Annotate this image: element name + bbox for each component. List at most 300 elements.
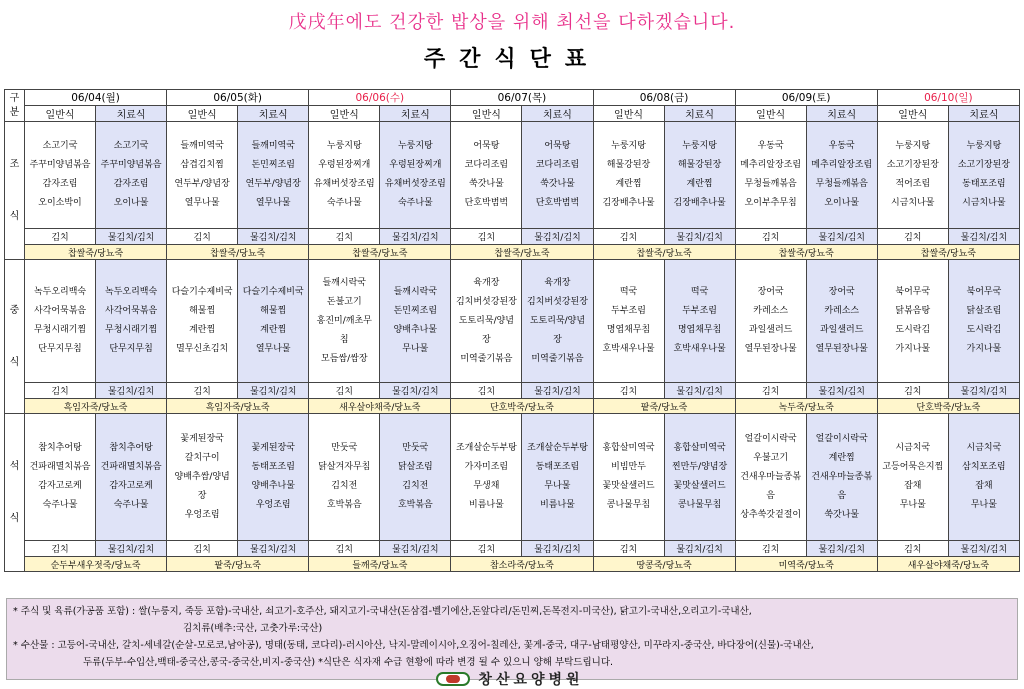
kimchi-regular: 김치 <box>167 229 238 245</box>
regular-menu-cell <box>167 260 238 383</box>
menu-item: 우렁된장찌개 <box>318 160 371 170</box>
regular-menu-cell <box>309 260 380 383</box>
therapy-menu-cell <box>948 260 1019 383</box>
porridge-cell: 흑임자죽/당뇨죽 <box>167 399 309 414</box>
regular-diet-header: 일반식 <box>309 106 380 122</box>
menu-item: 홍합살미역국 <box>602 443 655 453</box>
note-line: * 수산물 : 고등어-국내산, 갈치-세네갈(순살-모로코,남아공), 명태(동태, 코다리)-러시아산, 낙지-말레이시아,오징어-칠레산, 꽃게-중국, 대구-남태평양산, 미꾸라지-중국산, 바다장어(신물)-국내산, <box>13 640 814 651</box>
menu-item: 삼겹김치찜 <box>180 160 224 170</box>
therapy-diet-header: 치료식 <box>238 106 309 122</box>
menu-item: 무나물 <box>402 344 429 354</box>
menu-item: 메추리알장조림 <box>811 160 873 170</box>
kimchi-regular: 김치 <box>309 229 380 245</box>
therapy-menu-cell <box>238 260 309 383</box>
menu-item: 닭살겨자무침 <box>318 462 371 472</box>
regular-diet-header: 일반식 <box>735 106 806 122</box>
porridge-cell: 찹쌀죽/당뇨죽 <box>25 245 167 260</box>
porridge-cell: 찹쌀죽/당뇨죽 <box>167 245 309 260</box>
menu-item: 돈민찌조림 <box>251 160 295 170</box>
kimchi-therapy: 물김치/김치 <box>522 541 593 557</box>
menu-item: 김치버섯강된장 <box>527 296 588 307</box>
menu-item: 비빔만두 <box>611 462 646 472</box>
menu-item: 참치추어탕 <box>38 443 82 453</box>
menu-item: 미역줄기볶음 <box>531 353 584 364</box>
kimchi-therapy: 물김치/김치 <box>238 383 309 399</box>
menu-item: 건파래멸치볶음 <box>100 462 162 472</box>
kimchi-therapy: 물김치/김치 <box>664 541 735 557</box>
menu-item: 얼갈이시락국 <box>815 433 868 444</box>
menu-item: 우불고기 <box>753 452 789 463</box>
menu-item: 감자조림 <box>42 179 78 189</box>
day-header: 06/05(화) <box>167 90 309 106</box>
note-line: * 주식 및 육류(가공품 포함) : 쌀(누룽지, 죽등 포함)-국내산, 쇠고기-호주산, 돼지고기-국내산(돈삼겹-벨기에산,돈앞다리/돈민찌,돈목전지-미국산), 닭고기-국내산,오리고기-국내산, <box>13 606 752 617</box>
porridge-cell: 찹쌀죽/당뇨죽 <box>309 245 451 260</box>
weekly-menu-table <box>4 89 1020 572</box>
porridge-cell: 팥죽/당뇨죽 <box>167 557 309 572</box>
porridge-cell: 새우살야채죽/당뇨죽 <box>877 557 1019 572</box>
menu-item: 우엉조림 <box>255 500 291 510</box>
menu-item: 오이나물 <box>824 198 860 208</box>
menu-item: 해물찜 <box>260 306 287 316</box>
therapy-menu-cell <box>96 122 167 229</box>
menu-item: 도시락김 <box>895 325 931 335</box>
kimchi-regular: 김치 <box>877 383 948 399</box>
therapy-menu-cell <box>380 414 451 541</box>
menu-item: 들깨시락국 <box>322 277 367 288</box>
therapy-menu-cell <box>380 260 451 383</box>
porridge-cell: 찹쌀죽/당뇨죽 <box>451 245 593 260</box>
origin-notes <box>6 598 1018 680</box>
note-line: 두류(두부-수입산,백태-중국산,콩국-중국산,비지-중국산) *식단은 식자재 수급 현황에 따라 변경 될 수 있으니 양해 부탁드립니다. <box>83 657 614 668</box>
day-header: 06/04(월) <box>25 90 167 106</box>
note-line: 김치류(배추:국산, 고춧가루:국산) <box>183 623 323 634</box>
therapy-diet-header: 치료식 <box>522 106 593 122</box>
menu-item: 조개살순두부탕 <box>527 443 588 453</box>
menu-item: 오이소박이 <box>38 198 82 208</box>
therapy-menu-cell <box>664 260 735 383</box>
kimchi-regular: 김치 <box>877 229 948 245</box>
menu-item: 무나물 <box>970 500 997 510</box>
menu-item: 유채버섯장조림 <box>313 179 375 189</box>
day-header: 06/09(토) <box>735 90 877 106</box>
menu-item: 호박볶음 <box>326 500 362 510</box>
menu-item: 동태포조림 <box>251 462 295 472</box>
regular-menu-cell <box>25 260 96 383</box>
meal-label: 석 식 <box>5 414 25 572</box>
menu-item: 도시락김 <box>966 325 1002 335</box>
menu-item: 홍합살미역국 <box>673 443 726 453</box>
menu-item: 도토리묵/양념 <box>458 315 514 326</box>
menu-item: 시금치나물 <box>891 198 935 208</box>
menu-item: 꽃게된장국 <box>180 433 224 444</box>
menu-item: 오이부추무침 <box>744 198 797 208</box>
menu-item: 주꾸미양념볶음 <box>100 160 162 170</box>
day-header: 06/08(금) <box>593 90 735 106</box>
porridge-cell: 참소라죽/당뇨죽 <box>451 557 593 572</box>
regular-menu-cell <box>593 122 664 229</box>
hospital-name: 창산요양병원 <box>478 672 584 688</box>
kimchi-therapy: 물김치/김치 <box>380 383 451 399</box>
menu-item: 소고기국 <box>42 141 78 151</box>
menu-item: 우동국 <box>757 141 784 151</box>
kimchi-regular: 김치 <box>309 541 380 557</box>
kimchi-regular: 김치 <box>877 541 948 557</box>
menu-item: 가지나물 <box>895 344 931 354</box>
menu-item: 닭살조림 <box>966 306 1002 316</box>
therapy-menu-cell <box>948 122 1019 229</box>
therapy-menu-cell <box>96 260 167 383</box>
therapy-diet-header: 치료식 <box>948 106 1019 122</box>
menu-item: 열무나물 <box>255 198 291 208</box>
regular-menu-cell <box>593 260 664 383</box>
menu-item: 참치추어탕 <box>109 443 153 453</box>
menu-item: 어묵탕 <box>473 141 500 151</box>
header-message: 戊戌年에도 건강한 밥상을 위해 최선을 다하겠습니다. <box>288 12 736 33</box>
kimchi-regular: 김치 <box>593 541 664 557</box>
kimchi-regular: 김치 <box>593 383 664 399</box>
porridge-cell: 단호박죽/당뇨죽 <box>451 399 593 414</box>
menu-item: 음 <box>837 490 847 501</box>
menu-item: 육개장 <box>544 277 571 288</box>
menu-item: 도토리묵/양념 <box>529 315 586 326</box>
menu-item: 무나물 <box>544 481 571 491</box>
menu-item: 계란찜 <box>189 325 216 335</box>
kimchi-regular: 김치 <box>25 541 96 557</box>
porridge-cell: 녹두죽/당뇨죽 <box>735 399 877 414</box>
regular-diet-header: 일반식 <box>593 106 664 122</box>
porridge-cell: 새우살야채죽/당뇨죽 <box>309 399 451 414</box>
menu-item: 두부조림 <box>611 306 646 316</box>
menu-item: 메추리알장조림 <box>740 160 802 170</box>
menu-item: 장어국 <box>828 287 855 297</box>
menu-item: 찐만두/양념장 <box>671 462 728 472</box>
kimchi-therapy: 물김치/김치 <box>238 541 309 557</box>
menu-item: 우렁된장찌개 <box>389 160 442 170</box>
menu-item: 갈치구이 <box>184 452 220 463</box>
menu-item: 홍진미/깨초무 <box>316 315 372 326</box>
menu-item: 감자고로케 <box>38 481 82 491</box>
menu-item: 떡국 <box>619 287 638 297</box>
menu-item: 코다리조림 <box>464 160 509 170</box>
menu-item: 얼갈이시락국 <box>744 433 797 444</box>
regular-menu-cell <box>735 414 806 541</box>
kimchi-regular: 김치 <box>25 229 96 245</box>
menu-item: 김치전 <box>402 481 429 491</box>
menu-item: 쑥갓나물 <box>824 509 860 520</box>
menu-item: 무청시래기찜 <box>33 325 87 335</box>
therapy-diet-header: 치료식 <box>380 106 451 122</box>
menu-item: 소고기장된장 <box>886 160 939 170</box>
porridge-cell: 미역죽/당뇨죽 <box>735 557 877 572</box>
menu-item: 사각어묵볶음 <box>105 306 158 316</box>
menu-item: 떡국 <box>690 287 709 297</box>
menu-item: 육개장 <box>473 277 500 288</box>
menu-item: 카레소스 <box>753 306 789 316</box>
menu-item: 삼치포조림 <box>962 462 1006 472</box>
menu-item: 주꾸미양념볶음 <box>29 160 91 170</box>
menu-item: 모듬쌈/쌈장 <box>321 353 368 364</box>
menu-item: 오이나물 <box>113 198 149 208</box>
porridge-cell: 흑임자죽/당뇨죽 <box>25 399 167 414</box>
porridge-cell: 단호박죽/당뇨죽 <box>877 399 1019 414</box>
menu-item: 어묵탕 <box>544 141 571 151</box>
menu-item: 무생채 <box>473 481 500 491</box>
menu-item: 장 <box>553 334 562 345</box>
menu-item: 들깨시락국 <box>393 287 438 297</box>
menu-item: 장어국 <box>757 287 784 297</box>
menu-item: 소고기국 <box>113 141 149 151</box>
menu-item: 양배추나물 <box>251 481 295 491</box>
menu-item: 잡채 <box>975 481 993 491</box>
hospital-logo-icon <box>436 672 470 686</box>
kimchi-regular: 김치 <box>451 229 522 245</box>
menu-item: 상추쑥갓겉절이 <box>740 509 802 520</box>
kimchi-regular: 김치 <box>735 541 806 557</box>
kimchi-therapy: 물김치/김치 <box>948 229 1019 245</box>
regular-menu-cell <box>877 122 948 229</box>
gubun-label: 구 분 <box>5 90 25 122</box>
menu-item: 무나물 <box>899 500 926 510</box>
regular-menu-cell <box>167 414 238 541</box>
menu-item: 계란찜 <box>615 179 642 189</box>
menu-item: 시금치국 <box>966 443 1002 453</box>
kimchi-therapy: 물김치/김치 <box>380 229 451 245</box>
therapy-menu-cell <box>664 414 735 541</box>
menu-item: 누룽지탕 <box>682 141 717 151</box>
menu-item: 무청들깨볶음 <box>815 179 868 189</box>
regular-menu-cell <box>309 122 380 229</box>
kimchi-therapy: 물김치/김치 <box>806 383 877 399</box>
menu-item: 계란찜 <box>686 179 713 189</box>
regular-diet-header: 일반식 <box>877 106 948 122</box>
menu-item: 들깨미역국 <box>251 141 295 151</box>
therapy-menu-cell <box>96 414 167 541</box>
menu-item: 숙주나물 <box>42 500 78 510</box>
porridge-cell: 들깨죽/당뇨죽 <box>309 557 451 572</box>
menu-item: 돈민찌조림 <box>393 306 438 316</box>
menu-item: 비름나물 <box>469 500 504 510</box>
menu-item: 시금치국 <box>895 443 931 453</box>
menu-item: 만둣국 <box>402 443 429 453</box>
menu-item: 김치버섯강된장 <box>455 296 517 307</box>
therapy-menu-cell <box>806 414 877 541</box>
menu-item: 무청들깨볶음 <box>744 179 797 189</box>
therapy-diet-header: 치료식 <box>806 106 877 122</box>
kimchi-therapy: 물김치/김치 <box>522 229 593 245</box>
menu-item: 김장배추나물 <box>673 198 726 208</box>
menu-item: 단호박범벅 <box>464 198 509 208</box>
therapy-menu-cell <box>238 414 309 541</box>
kimchi-therapy: 물김치/김치 <box>806 541 877 557</box>
therapy-menu-cell <box>380 122 451 229</box>
menu-item: 호박볶음 <box>397 500 433 510</box>
therapy-menu-cell <box>806 260 877 383</box>
menu-item: 콩나물무침 <box>606 500 651 510</box>
menu-item: 잡채 <box>904 481 922 491</box>
kimchi-regular: 김치 <box>451 383 522 399</box>
menu-item: 명엽채무침 <box>606 325 651 335</box>
menu-item: 연두부/양념장 <box>245 179 301 189</box>
kimchi-regular: 김치 <box>593 229 664 245</box>
menu-item: 꽃맛살샐러드 <box>673 481 726 491</box>
menu-item: 단무지무침 <box>109 344 153 354</box>
menu-item: 가자미조림 <box>464 462 509 472</box>
menu-item: 계란찜 <box>828 452 855 463</box>
menu-item: 다슬기수제비국 <box>171 287 233 297</box>
menu-item: 음 <box>766 490 775 501</box>
regular-menu-cell <box>451 414 522 541</box>
menu-item: 닭살조림 <box>397 462 433 472</box>
page-title: 주간식단표 <box>423 47 601 72</box>
menu-item: 숙주나물 <box>113 500 149 510</box>
day-header: 06/10(일) <box>877 90 1019 106</box>
menu-item: 명엽채무침 <box>677 325 722 335</box>
therapy-menu-cell <box>522 260 593 383</box>
regular-menu-cell <box>25 122 96 229</box>
menu-item: 누룽지탕 <box>326 141 362 151</box>
kimchi-therapy: 물김치/김치 <box>96 541 167 557</box>
regular-menu-cell <box>735 260 806 383</box>
therapy-menu-cell <box>522 122 593 229</box>
menu-item: 고등어묵은지찜 <box>882 462 944 472</box>
menu-item: 김치전 <box>331 481 358 491</box>
meal-label: 중 식 <box>5 260 25 414</box>
menu-item: 해물강된장 <box>677 160 722 170</box>
regular-diet-header: 일반식 <box>25 106 96 122</box>
regular-menu-cell <box>593 414 664 541</box>
therapy-menu-cell <box>806 122 877 229</box>
menu-item: 녹두오리백숙 <box>33 287 87 297</box>
menu-item: 열무나물 <box>184 198 220 208</box>
regular-menu-cell <box>877 260 948 383</box>
kimchi-regular: 김치 <box>167 383 238 399</box>
kimchi-regular: 김치 <box>451 541 522 557</box>
hospital-footer <box>370 671 650 687</box>
menu-item: 닭볶음탕 <box>895 306 931 316</box>
therapy-menu-cell <box>948 414 1019 541</box>
porridge-cell: 찹쌀죽/당뇨죽 <box>877 245 1019 260</box>
kimchi-regular: 김치 <box>735 383 806 399</box>
menu-item: 계란찜 <box>260 325 287 335</box>
menu-item: 가지나물 <box>966 344 1002 354</box>
menu-item: 무청시래기찜 <box>105 325 158 335</box>
therapy-menu-cell <box>522 414 593 541</box>
menu-item: 숙주나물 <box>397 198 433 208</box>
kimchi-therapy: 물김치/김치 <box>522 383 593 399</box>
therapy-menu-cell <box>238 122 309 229</box>
menu-item: 과일샐러드 <box>819 325 864 335</box>
regular-diet-header: 일반식 <box>451 106 522 122</box>
regular-menu-cell <box>451 260 522 383</box>
kimchi-therapy: 물김치/김치 <box>664 383 735 399</box>
menu-item: 꽃맛살샐러드 <box>602 481 655 491</box>
menu-item: 건새우마늘종볶 <box>811 471 873 482</box>
menu-item: 감자조림 <box>113 179 149 189</box>
menu-item: 유채버섯장조림 <box>384 179 446 189</box>
regular-menu-cell <box>309 414 380 541</box>
kimchi-regular: 김치 <box>735 229 806 245</box>
kimchi-therapy: 물김치/김치 <box>948 383 1019 399</box>
menu-item: 건새우마늘종볶 <box>740 471 802 482</box>
menu-item: 코다리조림 <box>535 160 580 170</box>
menu-item: 감자고로케 <box>109 481 153 491</box>
menu-item: 녹두오리백숙 <box>105 287 158 297</box>
menu-item: 다슬기수제비국 <box>242 287 304 297</box>
menu-item: 우엉조림 <box>184 509 220 520</box>
menu-item: 동태포조림 <box>962 179 1006 189</box>
menu-item: 돈불고기 <box>326 296 362 307</box>
menu-item: 누룽지탕 <box>895 141 931 151</box>
kimchi-therapy: 물김치/김치 <box>380 541 451 557</box>
regular-diet-header: 일반식 <box>167 106 238 122</box>
menu-item: 건파래멸치볶음 <box>29 462 91 472</box>
porridge-cell: 팥죽/당뇨죽 <box>593 399 735 414</box>
menu-item: 연두부/양념장 <box>174 179 230 189</box>
menu-item: 조개살순두부탕 <box>455 443 517 453</box>
porridge-cell: 땅콩죽/당뇨죽 <box>593 557 735 572</box>
menu-item: 해물강된장 <box>606 160 651 170</box>
kimchi-regular: 김치 <box>25 383 96 399</box>
menu-item: 꽃게된장국 <box>251 443 295 453</box>
menu-item: 호박새우나물 <box>673 344 726 354</box>
regular-menu-cell <box>167 122 238 229</box>
menu-item: 콩나물무침 <box>677 500 722 510</box>
menu-item: 열무나물 <box>255 344 291 354</box>
menu-item: 양배추나물 <box>393 325 438 335</box>
therapy-diet-header: 치료식 <box>664 106 735 122</box>
menu-item: 호박새우나물 <box>602 344 655 354</box>
regular-menu-cell <box>877 414 948 541</box>
menu-item: 과일샐러드 <box>748 325 793 335</box>
menu-item: 장 <box>482 334 491 345</box>
menu-item: 누룽지탕 <box>966 141 1002 151</box>
menu-item: 누룽지탕 <box>611 141 646 151</box>
kimchi-therapy: 물김치/김치 <box>664 229 735 245</box>
meal-label: 조 식 <box>5 122 25 260</box>
kimchi-therapy: 물김치/김치 <box>948 541 1019 557</box>
porridge-cell: 순두부새우젓죽/당뇨죽 <box>25 557 167 572</box>
kimchi-therapy: 물김치/김치 <box>238 229 309 245</box>
menu-item: 멸무신초김치 <box>176 344 229 354</box>
menu-item: 카레소스 <box>824 306 860 316</box>
menu-item: 양배추쌈/양념 <box>174 471 230 482</box>
menu-item: 만둣국 <box>331 443 358 453</box>
kimchi-therapy: 물김치/김치 <box>96 229 167 245</box>
menu-item: 시금치나물 <box>962 198 1006 208</box>
menu-item: 북어무국 <box>966 287 1002 297</box>
porridge-cell: 찹쌀죽/당뇨죽 <box>735 245 877 260</box>
porridge-cell: 찹쌀죽/당뇨죽 <box>593 245 735 260</box>
menu-item: 쑥갓나물 <box>469 179 504 189</box>
therapy-diet-header: 치료식 <box>96 106 167 122</box>
kimchi-regular: 김치 <box>167 541 238 557</box>
regular-menu-cell <box>451 122 522 229</box>
menu-item: 침 <box>339 334 349 345</box>
menu-item: 사각어묵볶음 <box>33 306 87 316</box>
regular-menu-cell <box>735 122 806 229</box>
therapy-menu-cell <box>664 122 735 229</box>
day-header: 06/07(목) <box>451 90 593 106</box>
menu-item: 김장배추나물 <box>602 198 655 208</box>
menu-item: 적어조림 <box>895 179 931 189</box>
menu-item: 들깨미역국 <box>180 141 224 151</box>
menu-item: 우동국 <box>828 141 855 151</box>
menu-item: 쑥갓나물 <box>540 179 575 189</box>
menu-item: 두부조림 <box>682 306 717 316</box>
menu-item: 소고기장된장 <box>957 160 1010 170</box>
menu-item: 북어무국 <box>895 287 931 297</box>
menu-item: 누룽지탕 <box>397 141 433 151</box>
